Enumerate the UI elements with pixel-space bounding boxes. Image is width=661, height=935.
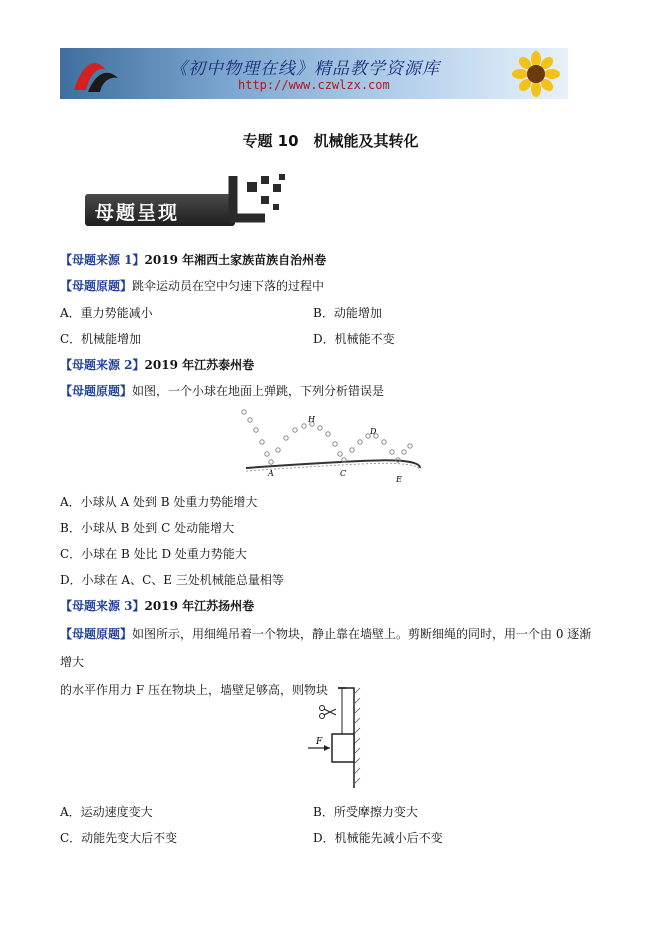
q2-stem-text: 如图，一个小球在地面上弹跳，下列分析错误是: [132, 384, 385, 398]
q3-option-a: A．运动速度变大: [60, 805, 153, 819]
page-title: 专题 10 机械能及其转化: [242, 132, 419, 150]
fig1-label-e: E: [396, 475, 402, 484]
q3-source-tag: 【母题来源 3】: [60, 599, 145, 613]
q3-stem-line1: [60, 620, 600, 676]
site-logo-icon: [66, 50, 126, 98]
sunflower-icon: [508, 51, 564, 97]
q1-option-d: D．机械能不变: [313, 332, 395, 346]
q3-stem-text-2: 的水平作用力 F 压在物块上，墙壁足够高，则物块: [60, 683, 328, 697]
q1-option-c: C．机械能增加: [60, 332, 142, 346]
q1-option-b: B．动能增加: [313, 306, 382, 320]
q1-source-text: 2019 年湘西土家族苗族自治州卷: [144, 253, 327, 267]
q1-source: [60, 252, 326, 268]
q2-option-c: C．小球在 B 处比 D 处重力势能大: [60, 547, 247, 561]
section-badge: [85, 174, 297, 232]
q1-stem-tag: 【母题原题】: [60, 279, 133, 293]
q3-option-c: C．动能先变大后不变: [60, 831, 178, 845]
fig2-label-f: F: [316, 737, 323, 747]
fig1-label-c: C: [340, 469, 347, 478]
q2-option-b: B．小球从 B 处到 C 处动能增大: [60, 521, 235, 535]
q2-stem: [60, 383, 384, 399]
fig1-label-d: D: [370, 427, 377, 436]
q2-option-a: A．小球从 A 处到 B 处重力势能增大: [60, 495, 258, 509]
q1-stem: [60, 278, 324, 294]
fig1-label-h: H: [308, 415, 315, 424]
q1-option-a: A．重力势能减小: [60, 306, 153, 320]
banner-url[interactable]: http://www.czwlzx.com: [238, 78, 390, 92]
q3-source: [60, 598, 254, 614]
fig1-label-a: A: [268, 469, 274, 478]
q2-source-tag: 【母题来源 2】: [60, 358, 145, 372]
q2-option-d: D．小球在 A、C、E 三处机械能总量相等: [60, 573, 284, 587]
q3-source-text: 2019 年江苏扬州卷: [144, 599, 255, 613]
decorative-squares-icon: [225, 174, 295, 232]
q1-stem-text: 跳伞运动员在空中匀速下落的过程中: [132, 279, 325, 293]
bouncing-ball-figure: [240, 406, 422, 488]
q3-option-b: B．所受摩擦力变大: [313, 805, 418, 819]
section-label: 母题呈现: [95, 202, 180, 224]
block-wall-figure: [306, 684, 362, 790]
q3-option-d: D．机械能先减小后不变: [313, 831, 443, 845]
header-banner: [60, 48, 568, 99]
q3-stem-tag: 【母题原题】: [60, 627, 133, 641]
q1-source-tag: 【母题来源 1】: [60, 253, 145, 267]
q2-stem-tag: 【母题原题】: [60, 384, 133, 398]
q2-source-text: 2019 年江苏泰州卷: [144, 358, 255, 372]
scissors-icon: [320, 706, 337, 719]
q2-source: [60, 357, 254, 373]
banner-title: 《初中物理在线》精品教学资源库: [170, 59, 440, 79]
q3-stem-text-1: 如图所示，用细绳吊着一个物块，静止靠在墙壁上。剪断细绳的同时，用一个由 0 逐渐增大: [60, 627, 592, 669]
